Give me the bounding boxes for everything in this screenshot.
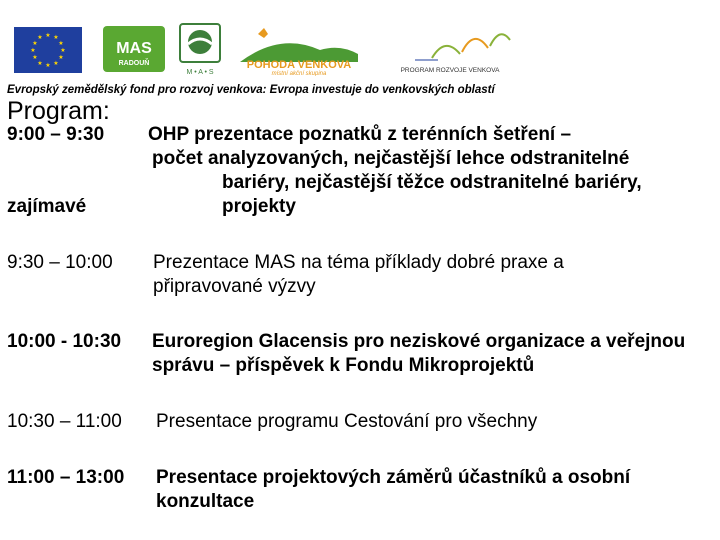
item-5-line-1: Presentace projektových záměrů účastníků a osobní [156, 467, 631, 488]
svg-text:★: ★ [58, 54, 64, 61]
item-3-line-1: Euroregion Glacensis pro neziskové organizace a veřejnou [152, 331, 686, 352]
mas-emblem-label: M • A • S [186, 69, 214, 76]
svg-text:★: ★ [45, 32, 51, 39]
item-3-line-2: správu – příspěvek k Fondu Mikroprojektů [152, 355, 535, 376]
svg-text:★: ★ [37, 60, 43, 67]
svg-text:★: ★ [32, 54, 38, 61]
prv-logo-label: PROGRAM ROZVOJE VENKOVA [400, 67, 500, 74]
mas-emblem-logo [175, 22, 225, 77]
program-title: Program: [7, 97, 110, 125]
item-1-line-3: bariéry, nejčastější těžce odstranitelné bariéry, [222, 172, 642, 193]
time-2: 9:30 – 10:00 [7, 252, 113, 273]
item-4-line-1: Presentace programu Cestování pro všechny [156, 411, 538, 432]
mas-logo-label: MAS [116, 40, 152, 57]
time-4: 10:30 – 11:00 [7, 411, 122, 432]
subtitle: Evropský zemědělský fond pro rozvoj venkova: Evropa investuje do venkovských oblastí [7, 84, 495, 96]
svg-text:★: ★ [53, 34, 59, 41]
svg-text:★: ★ [37, 34, 43, 41]
item-1-line-4: projekty [222, 196, 296, 217]
time-3: 10:00 - 10:30 [7, 331, 122, 352]
item-1-extra: zajímavé [7, 196, 87, 217]
svg-text:★: ★ [45, 62, 51, 69]
mas-logo [103, 26, 165, 72]
mas-logo-sub: RADOUŇ [118, 60, 150, 67]
pohoda-logo-sub: místní akční skupina [271, 71, 327, 76]
svg-text:★: ★ [60, 47, 66, 54]
item-2-line-1: Prezentace MAS na téma příklady dobré praxe a [153, 252, 564, 273]
eu-flag-logo [14, 27, 82, 73]
item-1-line-2: počet analyzovaných, nejčastější lehce odstranitelné [152, 148, 630, 169]
svg-text:★: ★ [53, 60, 59, 67]
time-5: 11:00 – 13:00 [7, 467, 125, 488]
item-5-line-2: konzultace [156, 491, 255, 512]
time-1: 9:00 – 9:30 [7, 124, 105, 145]
svg-text:★: ★ [30, 47, 36, 54]
item-1-line-1: OHP prezentace poznatků z terénních šetření – [148, 124, 572, 145]
svg-text:★: ★ [32, 40, 38, 47]
svg-text:★: ★ [58, 40, 64, 47]
pohoda-logo-label: POHODA VENKOVA [246, 59, 352, 71]
item-2-line-2: připravované výzvy [153, 276, 316, 297]
pohoda-venkova-logo [240, 24, 358, 76]
program-rozvoje-venkova-logo [370, 18, 522, 80]
